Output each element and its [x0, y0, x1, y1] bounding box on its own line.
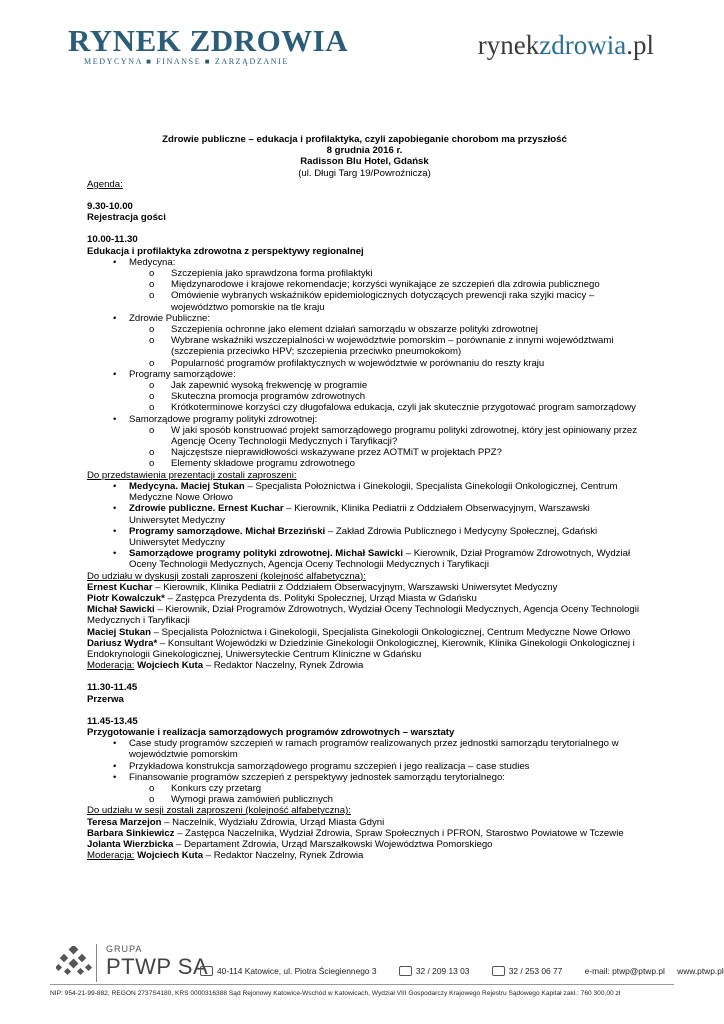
subtopic-item: o Elementy składowe programu zdrowotnego: [149, 458, 355, 470]
site-logo: [478, 30, 654, 61]
subtopic-item: o Wybrane wskaźniki wszczepialności w województwie pomorskim – porównanie z innymi województwami (szczepienia przeciwko HPV; szczepienia przeciwko pneumokokom): [149, 335, 614, 358]
site-accent: zdrowia: [539, 30, 627, 60]
logo-tagline: MEDYCYNA ■ FINANSE ■ ZARZĄDZANIE: [84, 57, 289, 66]
subtopic-item: o Międzynarodowe i krajowe rekomendacje; korzyści wynikające ze szczepień dla zdrowia publicznego: [149, 279, 600, 291]
phone-text: 32 / 209 13 03: [415, 966, 470, 976]
panel-label: Do udziału w dyskusji zostali zaproszeni (kolejność alfabetyczna):: [87, 570, 366, 582]
subtopic-item: o Omówienie wybranych wskaźników epidemiologicznych dotyczących prewencji raka szyjki macicy – województwo pomorskie na tle kraju: [149, 290, 595, 313]
event-venue: Radisson Blu Hotel, Gdańsk: [300, 156, 429, 168]
s3-title: Przerwa: [87, 693, 124, 705]
workshop-item: • Case study programów szczepień w ramach programów realizowanych przez jednostki samorządu terytorialnego w województwie pomorskim: [113, 738, 619, 761]
subtopic-item: o Szczepienia jako sprawdzona forma profilaktyki: [149, 268, 373, 280]
subtopic-item: o Konkurs czy przetarg: [149, 782, 262, 794]
address-text: 40-114 Katowice, ul. Piotra Ściegiennego 3: [217, 966, 377, 976]
panelist-item: Piotr Kowalczuk* – Zastępca Prezydenta ds. Polityki Społecznej, Urząd Miasta w Gdańsku: [87, 592, 477, 604]
fax-text: 32 / 253 06 77: [508, 966, 563, 976]
legal-text: NIP: 954-21-99-882, REGON 2737S4180, KRS 0000316388 Sąd Rejonowy Katowice-Wschód w Katowicach, Wydział VIII Gospodarczy Krajowego Rejestru Sądowego Kapitał zakł.: 760 300,00 zł: [50, 990, 621, 997]
subtopic-item: o W jaki sposób konstruować projekt samorządowego programu polityki zdrowotnej, który jest opiniowany przez Agencję Oceny Technologii Medycznych i Taryfikacji?: [149, 424, 638, 448]
workshop-item: • Przykładowa konstrukcja samorządowego programu szczepień i jego realizacja – case studies: [113, 760, 530, 772]
panelist-item: Dariusz Wydra* – Konsultant Wojewódzki w Dziedzinie Ginekologii Onkologicznej, Kierownik, Klinika Ginekologii Onkologicznej i Endokrynologii Ginekologicznej, Uniwersyteckie Centrum Kliniczne w Gdańsku: [87, 637, 635, 660]
email-text[interactable]: e-mail: ptwp@ptwp.pl: [584, 966, 665, 976]
presenter-item: • Programy samorządowe. Michał Brzeziński – Zakład Zdrowia Publicznego i Medycyny Społecznej, Gdański Uniwersytet Medyczny: [113, 525, 598, 548]
subtopic-item: o Szczepienia ochronne jako element działań samorządu w obszarze polityki zdrowotnej: [149, 324, 538, 336]
topic-item: • Zdrowie Publiczne: o Szczepienia ochronne jako element działań samorządu w obszarze polityki zdrowotnej o Wybrane wskaźniki wszczepialności w województwie pomorskim – porównanie z innymi województwami (szczepienia przeciwko HPV; szczepienia przeciwko pneumokokom) o Popularność programów profilaktycznych w województwie w porównaniu do reszty kraju: [87, 313, 642, 369]
topic-item: • Medycyna: o Szczepienia jako sprawdzona forma profilaktyki o Międzynarodowe i krajowe rekomendacje; korzyści wynikające ze szczepień dla zdrowia publicznego o Omówienie wybranych wskaźników epidemiologicznych dotyczących prewencji raka szyjki macicy – województwo pomorskie na tle kraju: [87, 257, 642, 313]
subtopic-item: o Skuteczna promocja programów zdrowotnych: [149, 391, 366, 403]
contact-line: [200, 966, 724, 976]
topic-item: • Programy samorządowe: o Jak zapewnić wysoką frekwencję w programie o Skuteczna promocja programów zdrowotnych o Krótkoterminowe korzyści czy długofalowa edukacja, czyli jak skutecznie przygotować program samorządowy: [87, 369, 642, 414]
ptwp-name: PTWP SA: [106, 954, 209, 979]
site-prefix: rynek: [477, 30, 540, 60]
web-link[interactable]: www.ptwp.pl: [677, 966, 724, 976]
panelist-item: Teresa Marzejon – Naczelnik, Wydziału Zdrowia, Urząd Miasta Gdyni: [87, 816, 385, 828]
moderation-line: Moderacja: Wojciech Kuta – Redaktor Naczelny, Rynek Zdrowia: [87, 660, 364, 672]
s4-title: Przygotowanie i realizacja samorządowych programów zdrowotnych – warsztaty: [87, 726, 455, 738]
page-footer: [0, 930, 724, 1024]
topic-item: • Samorządowe programy polityki zdrowotnej: o W jaki sposób konstruować projekt samorządowego programu polityki zdrowotnej, który jest opiniowany przez Agencję Oceny Technologii Medycznych i Taryfikacji? o Najczęstsze nieprawidłowości wskazywane przez AOTMiT w projektach PPZ? o Elementy składowe programu zdrowotnego: [87, 414, 642, 470]
logo-title: RYNEK ZDROWIA: [68, 23, 349, 58]
footer-divider: [50, 984, 674, 985]
event-title-block: [87, 134, 642, 179]
subtopic-item: o Krótkoterminowe korzyści czy długofalowa edukacja, czyli jak skutecznie przygotować program samorządowy: [149, 402, 636, 414]
mail-icon: [200, 966, 213, 976]
presenter-item: • Zdrowie publiczne. Ernest Kuchar – Kierownik, Klinika Pediatrii z Oddziałem Obserwacyjnym, Warszawski Uniwersytet Medyczny: [113, 503, 590, 526]
fax-icon: [492, 966, 505, 976]
event-address: (ul. Długi Targ 19/Powroźnicza): [298, 167, 431, 179]
event-title: Zdrowie publiczne – edukacja i profilaktyka, czyli zapobieganie chorobom ma przyszłość: [162, 134, 567, 145]
agenda-label: Agenda:: [87, 178, 123, 190]
rynek-zdrowia-logo: [68, 23, 349, 66]
grupa-label: GRUPA: [106, 944, 143, 954]
moderation-line: Moderacja: Wojciech Kuta – Redaktor Naczelny, Rynek Zdrowia: [87, 850, 364, 862]
event-date: 8 grudnia 2016 r.: [326, 145, 403, 157]
agenda-document: [87, 134, 642, 861]
site-suffix: .pl: [626, 30, 654, 60]
s4-time: 11.45-13.45: [87, 715, 138, 727]
subtopic-item: o Popularność programów profilaktycznych w województwie w porównaniu do reszty kraju: [149, 357, 545, 369]
subtopic-item: o Najczęstsze nieprawidłowości wskazywane przez AOTMiT w projektach PPZ?: [149, 447, 502, 459]
presenter-item: • Samorządowe programy polityki zdrowotnej. Michał Sawicki – Kierownik, Dział Programów Zdrowotnych, Wydział Oceny Technologii Medycznych, Agencja Oceny Technologii Medycznych i Taryfikacji: [113, 548, 631, 571]
panelist-item: Maciej Stukan – Specjalista Położnictwa i Ginekologii, Specjalista Ginekologii Onkologicznej, Centrum Medyczne Nowe Orłowo: [87, 626, 631, 638]
session-panel-label: Do udziału w sesji zostali zaproszeni (kolejność alfabetyczna):: [87, 805, 351, 817]
panelist-item: Ernest Kuchar – Kierownik, Klinika Pediatrii z Oddziałem Obserwacyjnym, Warszawski Uniwersytet Medyczny: [87, 581, 558, 593]
panelist-item: Michał Sawicki – Kierownik, Dział Programów Zdrowotnych, Wydział Oceny Technologii Medycznych, Agencja Oceny Technologii Medycznych i Taryfikacji: [87, 604, 639, 627]
panelist-item: Jolanta Wierzbicka – Departament Zdrowia, Urząd Marszałkowski Województwa Pomorskiego: [87, 838, 493, 850]
presenters-label: Do przedstawienia prezentacji zostali zaproszeni:: [87, 469, 297, 481]
s1-time: 9.30-10.00: [87, 201, 133, 213]
phone-icon: [399, 966, 412, 976]
s1-title: Rejestracja gości: [87, 212, 166, 224]
panelist-item: Barbara Sinkiewicz – Zastępca Naczelnika, Wydział Zdrowia, Spraw Społecznych i PFRON, Starostwo Powiatowe w Tczewie: [87, 827, 624, 839]
presenters-list: [87, 481, 642, 571]
s2-topics: [87, 257, 642, 470]
s2-title: Edukacja i profilaktyka zdrowotna z perspektywy regionalnej: [87, 245, 364, 257]
s3-time: 11.30-11.45: [87, 682, 138, 694]
page-header: [0, 0, 724, 90]
subtopic-item: o Wymogi prawa zamówień publicznych: [149, 794, 334, 806]
ptwp-emblem-icon: [56, 946, 92, 982]
s4-bullets: [87, 738, 642, 805]
subtopic-item: o Jak zapewnić wysoką frekwencję w programie: [149, 380, 368, 392]
presenter-item: • Medycyna. Maciej Stukan – Specjalista Położnictwa i Ginekologii, Specjalista Ginekologii Onkologicznej, Centrum Medyczne Nowe Orłowo: [113, 480, 618, 504]
s2-time: 10.00-11.30: [87, 234, 138, 246]
workshop-item: • Finansowanie programów szczepień z perspektywy jednostek samorządu terytorialnego: o Konkurs czy przetarg o Wymogi prawa zamówień publicznych: [87, 772, 642, 806]
